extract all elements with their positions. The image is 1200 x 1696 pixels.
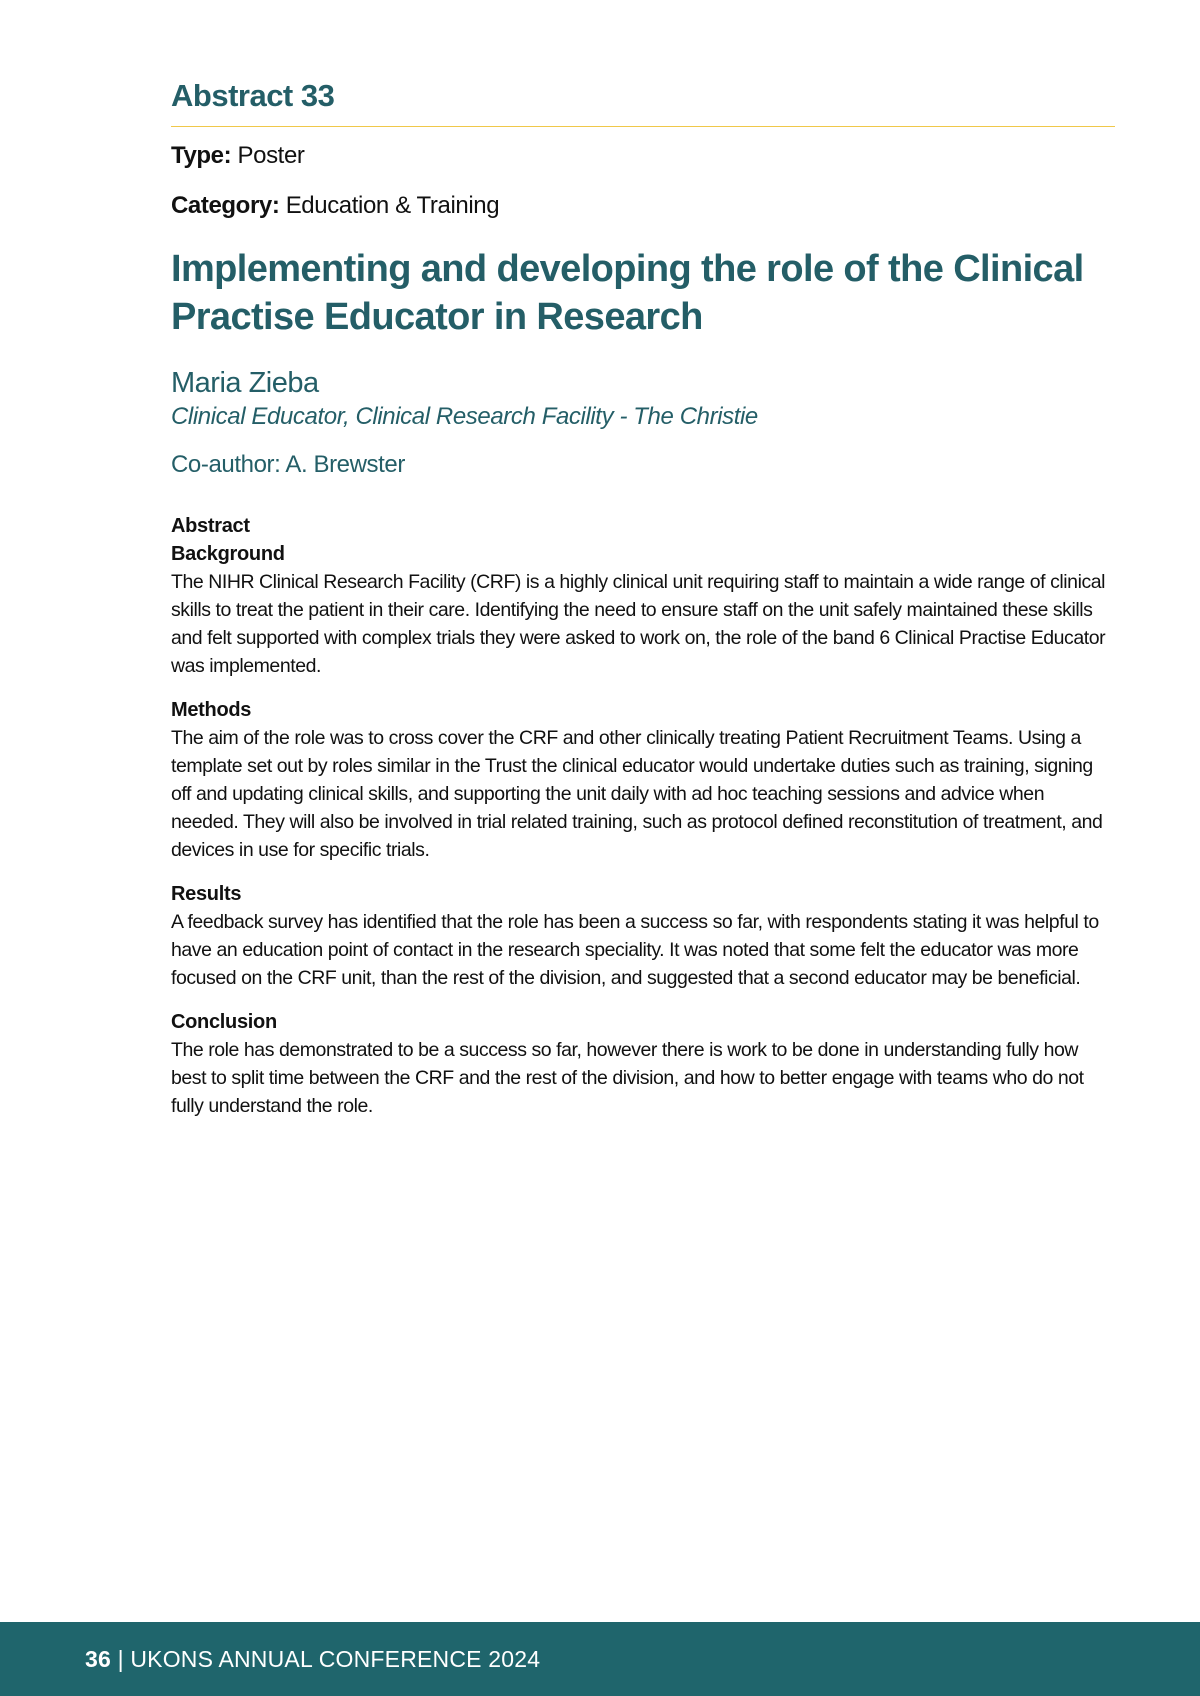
page-footer bbox=[0, 1622, 1200, 1696]
type-value: Poster bbox=[237, 142, 305, 169]
type-label: Type: bbox=[171, 142, 232, 169]
section-conclusion bbox=[171, 1008, 1115, 1120]
footer-separator: | bbox=[110, 1646, 131, 1672]
section-heading: Conclusion bbox=[171, 1011, 277, 1034]
author-name: Maria Zieba bbox=[171, 367, 319, 400]
abstract-title: Implementing and developing the role of the Clinical Practise Educator in Research bbox=[171, 248, 1084, 338]
abstract-type bbox=[171, 141, 1115, 171]
abstract-heading: Abstract bbox=[171, 515, 250, 538]
section-body: The aim of the role was to cross cover the CRF and other clinically treating Patient Recruitment Teams. Using a template set out by roles similar in the Trust the clinical educator would undertake duties such as training, signing off and updating clinical skills, and supporting the unit daily with ad hoc teaching sessions and advice when needed. They will also be involved in trial related training, such as protocol defined reconstitution of treatment, and devices in use for specific trials. bbox=[171, 727, 1103, 862]
abstract-page bbox=[171, 76, 1115, 1120]
section-background bbox=[171, 540, 1115, 680]
section-heading: Results bbox=[171, 883, 242, 906]
footer-text bbox=[85, 1644, 540, 1674]
author-affiliation: Clinical Educator, Clinical Research Facility - The Christie bbox=[171, 403, 758, 431]
category-label: Category: bbox=[171, 192, 280, 219]
abstract-category bbox=[171, 191, 1115, 221]
section-body: The NIHR Clinical Research Facility (CRF) is a highly clinical unit requiring staff to maintain a wide range of clinical skills to treat the patient in their care. Identifying the need to ensure staff on the unit safely maintained these skills and felt supported with complex trials they were asked to work on, the role of the band 6 Clinical Practise Educator was implemented. bbox=[171, 571, 1106, 678]
coauthor: Co-author: A. Brewster bbox=[171, 451, 405, 479]
abstract-number: Abstract 33 bbox=[171, 78, 335, 113]
section-heading: Methods bbox=[171, 699, 252, 722]
section-results bbox=[171, 880, 1115, 992]
section-body: A feedback survey has identified that the role has been a success so far, with respondents stating it was helpful to have an education point of contact in the research speciality. It was noted that some felt the educator was more focused on the CRF unit, than the rest of the division, and suggested that a second educator may be beneficial. bbox=[171, 911, 1099, 990]
section-heading: Background bbox=[171, 543, 285, 566]
section-methods bbox=[171, 696, 1115, 864]
category-value: Education & Training bbox=[285, 192, 500, 219]
page-number: 36 bbox=[85, 1646, 111, 1672]
header-divider bbox=[171, 126, 1115, 127]
conference-name: UKONS ANNUAL CONFERENCE 2024 bbox=[130, 1646, 541, 1672]
section-body: The role has demonstrated to be a success so far, however there is work to be done in understanding fully how best to split time between the CRF and the rest of the division, and how to better engage with teams who do not fully understand the role. bbox=[171, 1039, 1084, 1118]
